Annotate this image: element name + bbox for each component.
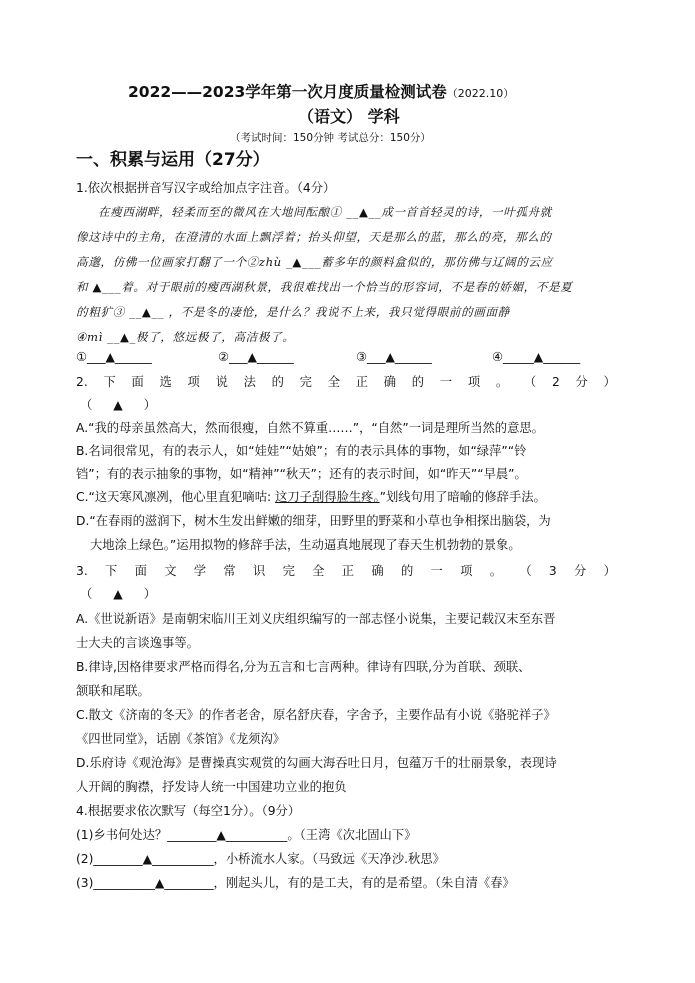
q3-option-a-cont: 士大夫的言谈逸事等。 <box>76 636 199 650</box>
q3-option-b: B.律诗,因格律要求严格而得名,分为五言和七言两种。律诗有四联,分为首联、颈联、 <box>76 660 531 674</box>
q2-stem-char: 一 <box>439 375 453 389</box>
q3-stem-char: 的 <box>400 564 414 578</box>
q1-passage-line: 的粗犷③ __▲__ ，不是冬的凄怆，是什么？我说不上来，我只觉得眼前的画面静 <box>76 305 510 319</box>
q3-stem-char: 识 <box>252 564 266 578</box>
q2-option-d: D.“在春雨的滋润下，树木生发出鲜嫩的细芽，田野里的野菜和小草也争相探出脑袋，为 <box>76 514 551 528</box>
q2-stem-char: 项 <box>467 375 481 389</box>
q3-answer-bracket[interactable] <box>80 587 156 601</box>
q2-option-c-text: ”划线句用了暗喻的修辞手法。 <box>379 490 546 504</box>
q4-recitation-line[interactable]: (3)__________▲________，刚起头儿，有的是工夫，有的是希望。（朱自清《春》 <box>76 876 515 890</box>
q3-stem-char: 正 <box>341 564 355 578</box>
bracket-open: （ <box>80 398 93 412</box>
q1-passage-line: 在瘦西湖畔，轻柔而至的微风在大地间酝酿① __▲__成一首首轻灵的诗，一叶孤舟就 <box>98 205 552 219</box>
q2-stem-char: ） <box>603 375 616 389</box>
q4-recitation-line[interactable]: (1)乡书何处达？________▲__________。（王湾《次北固山下》 <box>76 828 417 842</box>
triangle-marker: ▲ <box>113 398 123 412</box>
subject-line: （语文） 学科 <box>298 107 400 126</box>
q3-stem <box>76 564 616 578</box>
q3-stem-char: 一 <box>430 564 443 578</box>
q4-prompt: 4.根据要求依次默写（每空1分）。（9分） <box>76 804 301 818</box>
q3-stem-char: 。 <box>489 564 503 578</box>
exam-info: （考试时间：150分钟 考试总分：150分） <box>230 132 431 144</box>
q1-answer-blank[interactable]: ②___▲______ <box>218 350 294 364</box>
q1-passage-line: 和 ▲___着。对于眼前的瘦西湖秋景，我很难找出一个恰当的形容词，不是春的娇媚，不是夏 <box>76 280 573 294</box>
q3-option-a: A.《世说新语》是南朝宋临川王刘义庆组织编写的一部志怪小说集，主要记载汉末至东晋 <box>76 612 556 626</box>
section-heading: 一、积累与运用（27分） <box>76 150 270 170</box>
q3-stem-char: 确 <box>371 564 384 578</box>
q2-stem-char: 的 <box>411 375 425 389</box>
q3-stem-char: 3 <box>548 564 557 578</box>
q2-stem-char: 的 <box>271 375 284 389</box>
q3-stem-char: 文 <box>164 564 177 578</box>
q2-stem-char: 选 <box>159 375 172 389</box>
q3-option-b-cont: 颔联和尾联。 <box>76 684 150 698</box>
q3-stem-char: 学 <box>193 564 207 578</box>
q2-stem-char: 完 <box>299 375 312 389</box>
q2-stem-char: 。 <box>495 375 509 389</box>
q1-answer-blank[interactable]: ①___▲______ <box>76 350 152 364</box>
q2-option-c <box>76 490 546 504</box>
q3-stem-char: ） <box>603 564 616 578</box>
q3-stem-char: 分 <box>574 564 587 578</box>
q1-passage-line: ④mì __▲_极了，悠远极了，高洁极了。 <box>76 330 295 344</box>
q2-stem <box>76 375 616 389</box>
q3-option-c-cont: 《四世同堂》，话剧《茶馆》《龙须沟》 <box>76 732 286 746</box>
q2-stem-char: 2 <box>551 375 560 389</box>
q1-answer-blank[interactable]: ④_____▲______ <box>492 350 581 364</box>
q2-stem-char: 面 <box>131 375 144 389</box>
q1-answer-blank[interactable]: ③___▲______ <box>356 350 432 364</box>
q2-stem-char: 下 <box>103 375 116 389</box>
q1-prompt: 1.依次根据拼音写汉字或给加点字注音。（4分） <box>76 181 336 195</box>
q3-stem-char: 项 <box>460 564 473 578</box>
q3-stem-char: 面 <box>134 564 147 578</box>
q3-stem-char: 完 <box>282 564 295 578</box>
q2-stem-char: （ <box>523 375 537 389</box>
bracket-close: ） <box>143 587 156 601</box>
q3-stem-char: （ <box>519 564 532 578</box>
q4-recitation-line[interactable]: (2)________▲__________，小桥流水人家。（马致远《天净沙.秋思》 <box>76 852 445 866</box>
exam-title <box>128 84 514 102</box>
exam-title-main: 2022——2023学年第一次月度质量检测试卷 <box>128 83 447 101</box>
q3-option-d-cont: 人开阔的胸襟，抒发诗人统一中国建功立业的抱负 <box>76 780 347 794</box>
triangle-marker: ▲ <box>113 587 123 601</box>
q2-option-b-cont: 铛”；有的表示抽象的事物，如“精神”“秋天”；还有的表示时间，如“昨天”“早晨”。 <box>76 467 527 481</box>
q1-passage-line: 像这诗中的主角，在澄清的水面上飘浮着；抬头仰望，天是那么的蓝，那么的亮，那么的 <box>76 230 552 244</box>
q2-stem-char: 法 <box>243 375 256 389</box>
bracket-open: （ <box>80 587 93 601</box>
q2-option-a: A.“我的母亲虽然高大，然而很瘦，自然不算重……”，“自然”一词是理所当然的意思。 <box>76 421 544 435</box>
q2-stem-char: 全 <box>327 375 341 389</box>
q3-stem-char: 全 <box>312 564 325 578</box>
q2-stem-char: 项 <box>187 375 200 389</box>
q2-answer-bracket[interactable] <box>80 398 156 412</box>
q3-stem-char: 常 <box>223 564 236 578</box>
q2-stem-char: 正 <box>355 375 369 389</box>
q2-option-c-underlined: 这刀子刮得脸生疼。 <box>275 490 380 504</box>
q2-stem-char: 确 <box>383 375 397 389</box>
q2-stem-char: 2. <box>76 375 88 389</box>
q2-option-d-cont: 大地涂上绿色。”运用拟物的修辞手法，生动逼真地展现了春天生机勃勃的景象。 <box>90 538 521 552</box>
q3-stem-char: 下 <box>105 564 118 578</box>
q2-option-c-text: C.“这天寒风凛冽，他心里直犯嘀咕: <box>76 490 276 504</box>
q3-stem-char: 3. <box>76 564 88 578</box>
exam-title-date: （2022.10） <box>446 87 515 100</box>
q2-option-b: B.名词很常见，有的表示人，如“娃娃”“姑娘”；有的表示具体的事物，如“绿萍”“铃 <box>76 444 527 458</box>
q3-option-d: D.乐府诗《观沧海》是曹操真实观赏的勾画大海吞吐日月，包蕴万千的壮丽景象，表现诗 <box>76 756 557 770</box>
q1-passage-line: 高邈，仿佛一位画家打翻了一个②zhù _▲___蓄多年的颜料盒似的，那仿佛与辽阔的云应 <box>76 255 553 269</box>
q3-option-c: C.散文《济南的冬天》的作者老舍，原名舒庆春，字舍予，主要作品有小说《骆驼祥子》 <box>76 708 556 722</box>
q2-stem-char: 分 <box>575 375 588 389</box>
bracket-close: ） <box>143 398 156 412</box>
q2-stem-char: 说 <box>215 375 228 389</box>
